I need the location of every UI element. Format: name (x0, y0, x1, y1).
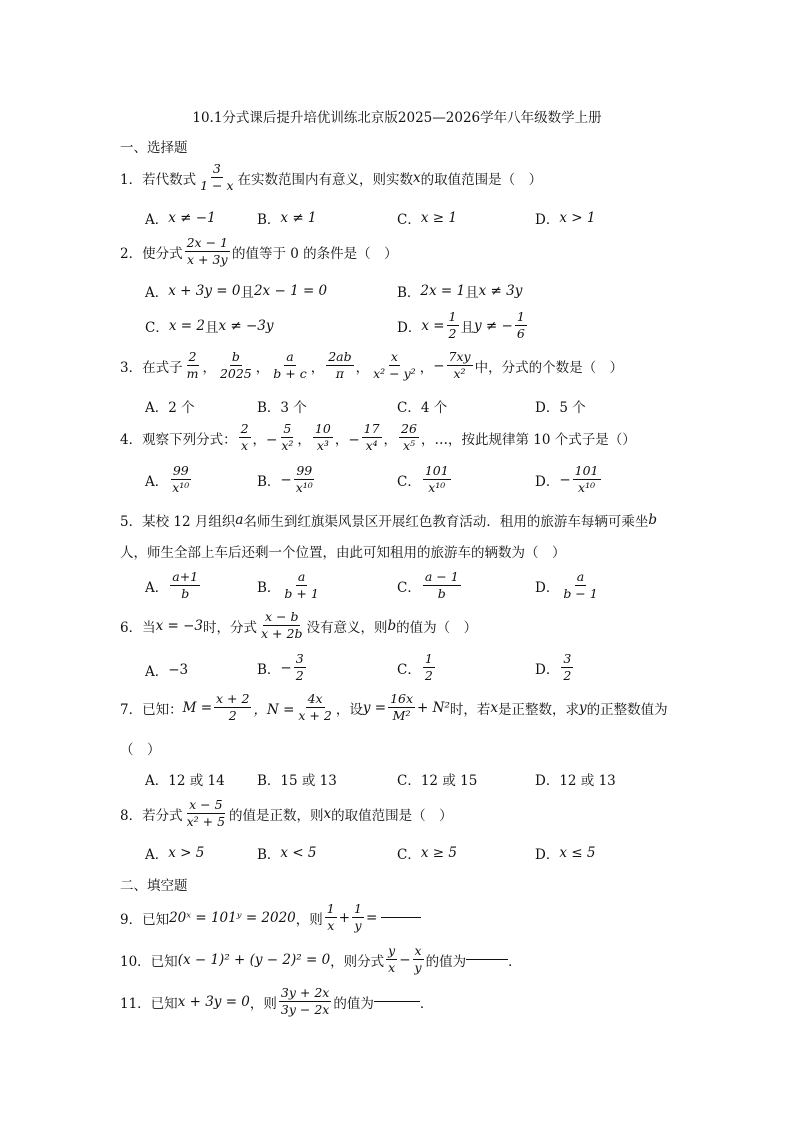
option-b[interactable]: B． 15 或 13 (257, 773, 337, 789)
question-7-line-2: （ ） (120, 742, 161, 758)
question-4-suffix: ，…，按此规律第 10 个式子是（） (420, 431, 636, 448)
question-3: 3．在式子 $\frac{2}{m}$ ， $\frac{b}{2025}$ ， $\frac{a}{b + c}$ ， $\frac{2ab}{\pi}$ ， $\frac{x}{\text{x² − y²}}$ ， − $\frac{7xy}{\text{x²}}$ 中，分式的个数是（ ） (120, 349, 624, 382)
option-d[interactable]: D． x ≤ 5 (535, 845, 596, 863)
question-5-line-1: 5．某校 12 月组织 a 名师生到红旗渠风景区开展红色教育活动．租用的旅游车每辆可乘坐 b (120, 512, 658, 530)
option-c[interactable]: C． 12 或 15 (397, 773, 478, 789)
option-c[interactable]: C． $\frac{1}{2}$ (397, 651, 433, 684)
option-b[interactable]: B． x ≠ 1 (257, 210, 317, 228)
question-11: 11．已知 x + 3y = 0 ，则 $\frac{3y + 2x}{3y - 2x}$ 的值为 ． (120, 985, 434, 1018)
question-1-variable: x (413, 169, 421, 186)
option-b[interactable]: B． − $\frac{99}{\text{x¹⁰}}$ (257, 463, 313, 496)
question-4-prefix: 4．观察下列分式： (120, 431, 237, 448)
question-7: 7．已知： M = $\frac{x + 2}{2}$ ，N = $\frac{4x}{x + 2}$ ，设 y = $\frac{16x}{\text{M²}}$ + N² 时，若 x 是正整数，求 y 的正整数值为 (120, 691, 668, 724)
fraction-numerator: 3 (211, 162, 223, 178)
question-6-fraction: $\frac{x - b}{x + 2b}$ (261, 609, 303, 642)
option-b[interactable]: B． $\frac{a}{b + 1}$ (257, 569, 319, 602)
question-4: 4．观察下列分式： $\frac{2}{x}$ ，− $\frac{5}{\text{x²}}$ ， $\frac{10}{\text{x³}}$ ，− $\frac{17}{\text{x⁴}}$ ， $\frac{26}{\text{x⁵}}$ ，…，按此规律第 10 个式子是（） (120, 421, 636, 454)
option-d[interactable]: D． − $\frac{101}{\text{x¹⁰}}$ (535, 463, 599, 496)
question-8-fraction: $\frac{x - 5}{\text{x² + 5}}$ (186, 797, 226, 830)
fraction-4: $\frac{2ab}{\pi}$ (328, 349, 352, 382)
question-2-suffix: 的值等于 0 的条件是（ ） (231, 245, 398, 262)
option-d[interactable]: D． 5 个 (535, 400, 586, 416)
fraction-6: $\frac{7xy}{\text{x²}}$ (448, 349, 471, 382)
question-2-prefix: 2．使分式 (120, 245, 183, 262)
document-title: 10.1分式课后提升培优训练北京版2025—2026学年八年级数学上册 (192, 110, 602, 126)
question-5-line-2: 人，师生全部上车后还剩一个位置，由此可知租用的旅游车的辆数为（ ） (120, 545, 566, 561)
option-d[interactable]: D． $\frac{3}{2}$ (535, 651, 572, 684)
option-c[interactable]: C． x ≥ 1 (397, 210, 457, 228)
question-1-prefix: 1．若代数式 (120, 171, 197, 188)
fraction-1: $\frac{2}{m}$ (186, 349, 199, 382)
option-a[interactable]: A． −3 (145, 662, 189, 680)
answer-blank[interactable] (381, 917, 421, 918)
question-9: 9．已知 20ˣ = 101ʸ = 2020 ，则 $\frac{1}{x}$ + $\frac{1}{y}$ = (120, 902, 421, 934)
question-2 (120, 236, 398, 268)
question-10: 10．已知 (x − 1)² + (y − 2)² = 0 ，则分式 $\frac{y}{x}$ − $\frac{x}{y}$ 的值为 ． (120, 943, 522, 976)
option-d[interactable]: D． x = $\frac{1}{2}$ 且 y ≠ − $\frac{1}{6}$ (397, 309, 525, 342)
option-c[interactable]: C． $\frac{a - 1}{b}$ (397, 569, 459, 602)
option-a[interactable]: A． $\frac{a+1}{b}$ (145, 569, 199, 602)
option-c[interactable]: C． 4 个 (397, 400, 448, 416)
question-1 (120, 162, 542, 194)
fraction-2: $\frac{5}{\text{x²}}$ (281, 421, 294, 454)
fraction-5: $\frac{x}{\text{x² − y²}}$ (373, 349, 416, 382)
option-b[interactable]: B． x < 5 (257, 845, 317, 863)
fraction-numerator: 2x − 1 (185, 236, 230, 252)
option-a[interactable]: A． 2 个 (145, 400, 195, 416)
option-c[interactable]: C． $\frac{101}{\text{x¹⁰}}$ (397, 463, 449, 496)
fraction-2: $\frac{b}{2025}$ (219, 349, 252, 382)
question-11-fraction: $\frac{3y + 2x}{3y - 2x}$ (280, 985, 330, 1018)
question-1-text: 在实数范围内有意义，则实数 (237, 171, 414, 188)
option-a[interactable]: A． 12 或 14 (145, 773, 225, 789)
section-heading-fill: 二、填空题 (120, 878, 188, 894)
option-d[interactable]: D． x > 1 (535, 210, 596, 228)
option-b[interactable]: B． 3 个 (257, 400, 307, 416)
option-d[interactable]: D． 12 或 13 (535, 773, 616, 789)
option-c[interactable]: C． x ≥ 5 (397, 845, 457, 863)
fraction-4: $\frac{17}{\text{x⁴}}$ (363, 421, 380, 454)
option-a[interactable]: A． x + 3y = 0 且 2x − 1 = 0 (145, 283, 328, 301)
option-a[interactable]: A． $\frac{99}{\text{x¹⁰}}$ (145, 463, 190, 496)
fraction-5: $\frac{26}{\text{x⁵}}$ (401, 421, 417, 454)
option-b[interactable]: B． 2x = 1 且 x ≠ 3y (397, 283, 523, 301)
option-c[interactable]: C． x = 2 且 x ≠ −3y (145, 318, 274, 336)
fraction-denominator: 1 − x (200, 178, 234, 194)
question-8: 8．若分式 $\frac{x - 5}{\text{x² + 5}}$ 的值是正数，则 x 的取值范围是（ ） (120, 797, 453, 830)
option-d[interactable]: D． $\frac{a}{b - 1}$ (535, 569, 598, 602)
fraction-denominator: x + 3y (187, 252, 228, 268)
question-3-prefix: 3．在式子 (120, 359, 183, 376)
option-a[interactable]: A． x > 5 (145, 845, 205, 863)
fraction-1: $\frac{2}{x}$ (240, 421, 249, 454)
fraction-3: $\frac{10}{\text{x³}}$ (314, 421, 331, 454)
question-1-fraction (198, 162, 235, 194)
option-a[interactable]: A． x ≠ −1 (145, 210, 216, 228)
question-1-suffix: 的取值范围是（ ） (420, 171, 543, 188)
option-b[interactable]: B． − $\frac{3}{2}$ (257, 651, 304, 684)
answer-blank[interactable] (374, 1001, 420, 1002)
section-heading-choice: 一、选择题 (120, 140, 188, 156)
question-6: 6．当 x = −3 时，分式 $\frac{x - b}{x + 2b}$ 没有意义，则 b 的值为（ ） (120, 609, 478, 642)
answer-blank[interactable] (466, 959, 508, 960)
question-2-fraction (185, 236, 230, 268)
fraction-3: $\frac{a}{b + c}$ (273, 349, 307, 382)
question-3-suffix: 中，分式的个数是（ ） (474, 359, 624, 376)
